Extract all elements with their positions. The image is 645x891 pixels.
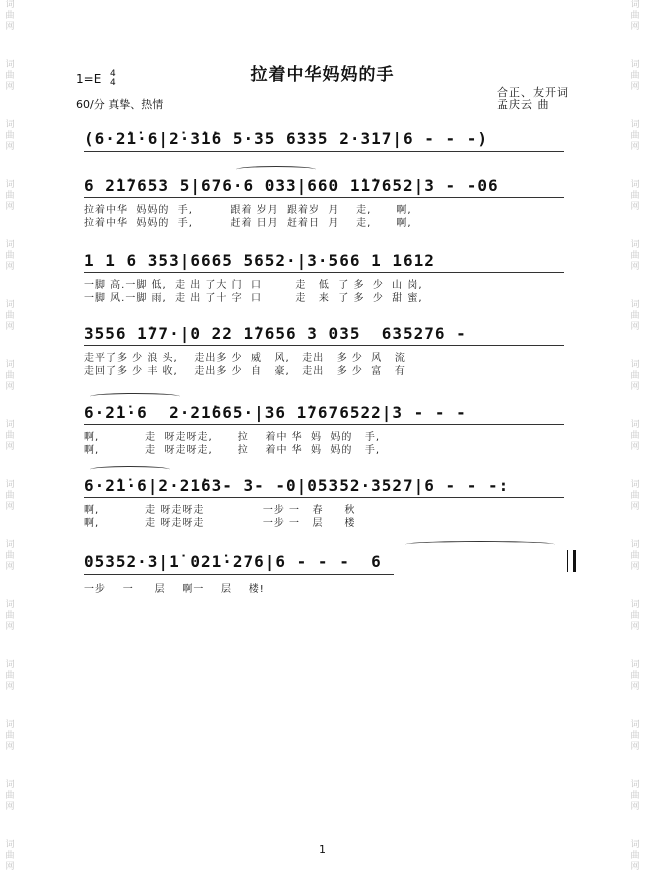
watermark-char: 曲 (5, 251, 15, 261)
watermark-char: 词 (630, 840, 640, 850)
watermark-char: 网 (630, 382, 640, 392)
watermark-char: 曲 (630, 371, 640, 381)
watermark-char: 曲 (5, 551, 15, 561)
watermark-unit (0, 300, 20, 360)
notation-row-5: 6·2̇1̇·6 2·21̇665·|36 1̇7676522|3 - - - (84, 403, 467, 422)
watermark-unit (625, 300, 645, 360)
watermark-char: 词 (5, 600, 15, 610)
watermark-char: 网 (630, 142, 640, 152)
watermark-unit (625, 0, 645, 60)
time-signature (110, 70, 116, 88)
watermark-char: 曲 (630, 551, 640, 561)
watermark-char: 词 (5, 420, 15, 430)
watermark-char: 网 (5, 142, 15, 152)
lyric-line-5a: 啊, 走 呀走呀走, 拉 着中 华 妈 妈的 手, (84, 432, 381, 443)
watermark-char: 网 (5, 622, 15, 632)
notation-row-6: 6·2̇1̇·6|2·21̇63- 3- -0|05352·3527|6 - - -: (84, 476, 510, 495)
lyric-line-3a: 一脚 高.一脚 低, 走 出 了大 门 口 走 低 了 多 少 山 岗, (84, 280, 423, 291)
lyric-line-6b: 啊, 走 呀走呀走 一步 一 层 楼 (84, 518, 356, 529)
watermark-char: 网 (5, 382, 15, 392)
watermark-char: 词 (5, 540, 15, 550)
watermark-right (625, 0, 645, 891)
watermark-char: 曲 (630, 311, 640, 321)
watermark-char: 词 (5, 60, 15, 70)
watermark-unit (625, 540, 645, 600)
watermark-char: 曲 (630, 191, 640, 201)
watermark-unit (0, 360, 20, 420)
notation-row-7: 05352·3|1̇ 021̇·276|6 - - - 6 (84, 552, 382, 571)
watermark-char: 网 (5, 862, 15, 872)
watermark-char: 词 (630, 540, 640, 550)
watermark-unit (625, 420, 645, 480)
watermark-char: 词 (630, 780, 640, 790)
watermark-char: 词 (5, 0, 15, 10)
watermark-char: 曲 (5, 491, 15, 501)
watermark-unit (625, 120, 645, 180)
slur (405, 541, 555, 548)
beam-line (84, 272, 564, 273)
watermark-char: 词 (630, 480, 640, 490)
tempo-marking: 60/分 真挚、热情 (76, 98, 164, 111)
lyric-line-5b: 啊, 走 呀走呀走, 拉 着中 华 妈 妈的 手, (84, 445, 381, 456)
watermark-char: 曲 (630, 491, 640, 501)
watermark-char: 曲 (5, 131, 15, 141)
notation-row-3: 1 1 6 353|6665 5652·|3·566 1 1612 (84, 251, 435, 270)
watermark-unit (625, 780, 645, 840)
watermark-char: 曲 (5, 611, 15, 621)
watermark-char: 网 (630, 82, 640, 92)
watermark-char: 曲 (630, 671, 640, 681)
watermark-char: 曲 (630, 251, 640, 261)
watermark-char: 曲 (630, 731, 640, 741)
watermark-char: 网 (630, 682, 640, 692)
watermark-char: 词 (630, 240, 640, 250)
watermark-char: 网 (630, 322, 640, 332)
composer-credit: 孟庆云 曲 (497, 98, 550, 111)
slur (90, 393, 180, 400)
page-number: 1 (319, 843, 326, 856)
watermark-char: 词 (630, 60, 640, 70)
watermark-char: 网 (630, 502, 640, 512)
watermark-char: 词 (630, 360, 640, 370)
watermark-char: 曲 (630, 851, 640, 861)
watermark-unit (0, 120, 20, 180)
beam-line (84, 497, 564, 498)
watermark-unit (0, 600, 20, 660)
slur (90, 466, 170, 473)
watermark-char: 网 (5, 202, 15, 212)
lyricist-credit: 合正、友开词 (497, 86, 569, 99)
watermark-char: 词 (5, 720, 15, 730)
lyric-line-3b: 一脚 风.一脚 雨, 走 出 了十 字 口 走 来 了 多 少 甜 蜜, (84, 293, 423, 304)
meter-top: 4 (110, 69, 116, 79)
watermark-char: 词 (5, 240, 15, 250)
watermark-char: 网 (5, 742, 15, 752)
watermark-char: 词 (630, 0, 640, 10)
watermark-char: 网 (5, 322, 15, 332)
watermark-unit (625, 360, 645, 420)
notation-row-2: 6 2̇1̇7653 5|676·6 033|660 1̇1̇7652|3 - -06 (84, 176, 499, 195)
watermark-char: 网 (630, 622, 640, 632)
watermark-unit (0, 420, 20, 480)
watermark-char: 网 (5, 442, 15, 452)
watermark-char: 曲 (630, 131, 640, 141)
watermark-char: 词 (630, 120, 640, 130)
watermark-unit (625, 600, 645, 660)
watermark-char: 曲 (5, 371, 15, 381)
lyric-line-7: 一步 一 层 啊一 层 楼! (84, 584, 265, 595)
watermark-char: 词 (5, 120, 15, 130)
watermark-char: 网 (5, 562, 15, 572)
watermark-char: 曲 (5, 671, 15, 681)
watermark-unit (0, 180, 20, 240)
watermark-unit (0, 720, 20, 780)
watermark-char: 网 (5, 262, 15, 272)
lyric-line-2b: 拉着中华 妈妈的 手, 赶着 日月 赶着日 月 走, 啊, (84, 218, 412, 229)
watermark-char: 网 (630, 262, 640, 272)
watermark-char: 网 (630, 742, 640, 752)
beam-line (84, 197, 564, 198)
watermark-unit (0, 540, 20, 600)
final-barline (567, 550, 576, 572)
watermark-char: 词 (5, 480, 15, 490)
watermark-char: 网 (5, 802, 15, 812)
watermark-char: 网 (630, 562, 640, 572)
watermark-char: 曲 (630, 11, 640, 21)
watermark-char: 曲 (630, 791, 640, 801)
watermark-char: 网 (630, 22, 640, 32)
watermark-left (0, 0, 20, 891)
watermark-char: 曲 (5, 851, 15, 861)
watermark-char: 词 (5, 780, 15, 790)
notation-row-1: (6·2̇1̇·6|2̇·3̇1̇6 5·35 6335 2·317|6 - - -) (84, 129, 489, 148)
watermark-char: 词 (630, 180, 640, 190)
watermark-unit (625, 240, 645, 300)
beam-line (84, 424, 564, 425)
lyric-line-4a: 走平了多 少 浪 头, 走出多 少 威 风, 走出 多 少 风 流 (84, 353, 406, 364)
watermark-char: 词 (5, 660, 15, 670)
watermark-char: 曲 (630, 611, 640, 621)
watermark-unit (0, 660, 20, 720)
watermark-char: 曲 (5, 791, 15, 801)
watermark-char: 曲 (5, 311, 15, 321)
key-signature: 1=E (76, 72, 102, 86)
watermark-char: 曲 (630, 71, 640, 81)
watermark-char: 网 (630, 442, 640, 452)
watermark-char: 网 (5, 82, 15, 92)
beam-line (84, 151, 564, 152)
beam-line (84, 345, 564, 346)
watermark-char: 网 (630, 802, 640, 812)
watermark-char: 词 (630, 300, 640, 310)
watermark-unit (625, 180, 645, 240)
song-title: 拉着中华妈妈的手 (250, 65, 395, 85)
watermark-unit (0, 240, 20, 300)
slur (236, 166, 316, 173)
watermark-char: 曲 (5, 431, 15, 441)
watermark-char: 网 (630, 862, 640, 872)
lyric-line-4b: 走回了多 少 丰 收, 走出多 少 自 豪, 走出 多 少 富 有 (84, 366, 406, 377)
watermark-unit (625, 720, 645, 780)
watermark-char: 词 (5, 300, 15, 310)
watermark-char: 词 (630, 600, 640, 610)
notation-row-4: 3556 1̇77·|0 22 1̇7656 3 035 635276 - (84, 324, 467, 343)
watermark-char: 网 (5, 22, 15, 32)
watermark-char: 曲 (5, 191, 15, 201)
watermark-unit (625, 480, 645, 540)
watermark-char: 词 (5, 360, 15, 370)
watermark-char: 词 (630, 420, 640, 430)
watermark-unit (0, 0, 20, 60)
watermark-char: 曲 (5, 731, 15, 741)
lyric-line-6a: 啊, 走 呀走呀走 一步 一 春 秋 (84, 505, 356, 516)
watermark-char: 网 (5, 502, 15, 512)
watermark-unit (625, 660, 645, 720)
watermark-char: 词 (5, 840, 15, 850)
beam-line (84, 574, 394, 575)
watermark-char: 曲 (5, 71, 15, 81)
watermark-char: 曲 (630, 431, 640, 441)
watermark-char: 词 (5, 180, 15, 190)
lyric-line-2a: 拉着中华 妈妈的 手, 跟着 岁月 跟着岁 月 走, 啊, (84, 205, 412, 216)
watermark-char: 网 (630, 202, 640, 212)
watermark-char: 网 (5, 682, 15, 692)
watermark-unit (0, 480, 20, 540)
meter-bottom: 4 (110, 78, 116, 88)
watermark-char: 曲 (5, 11, 15, 21)
watermark-char: 词 (630, 720, 640, 730)
watermark-char: 词 (630, 660, 640, 670)
watermark-unit (0, 780, 20, 840)
